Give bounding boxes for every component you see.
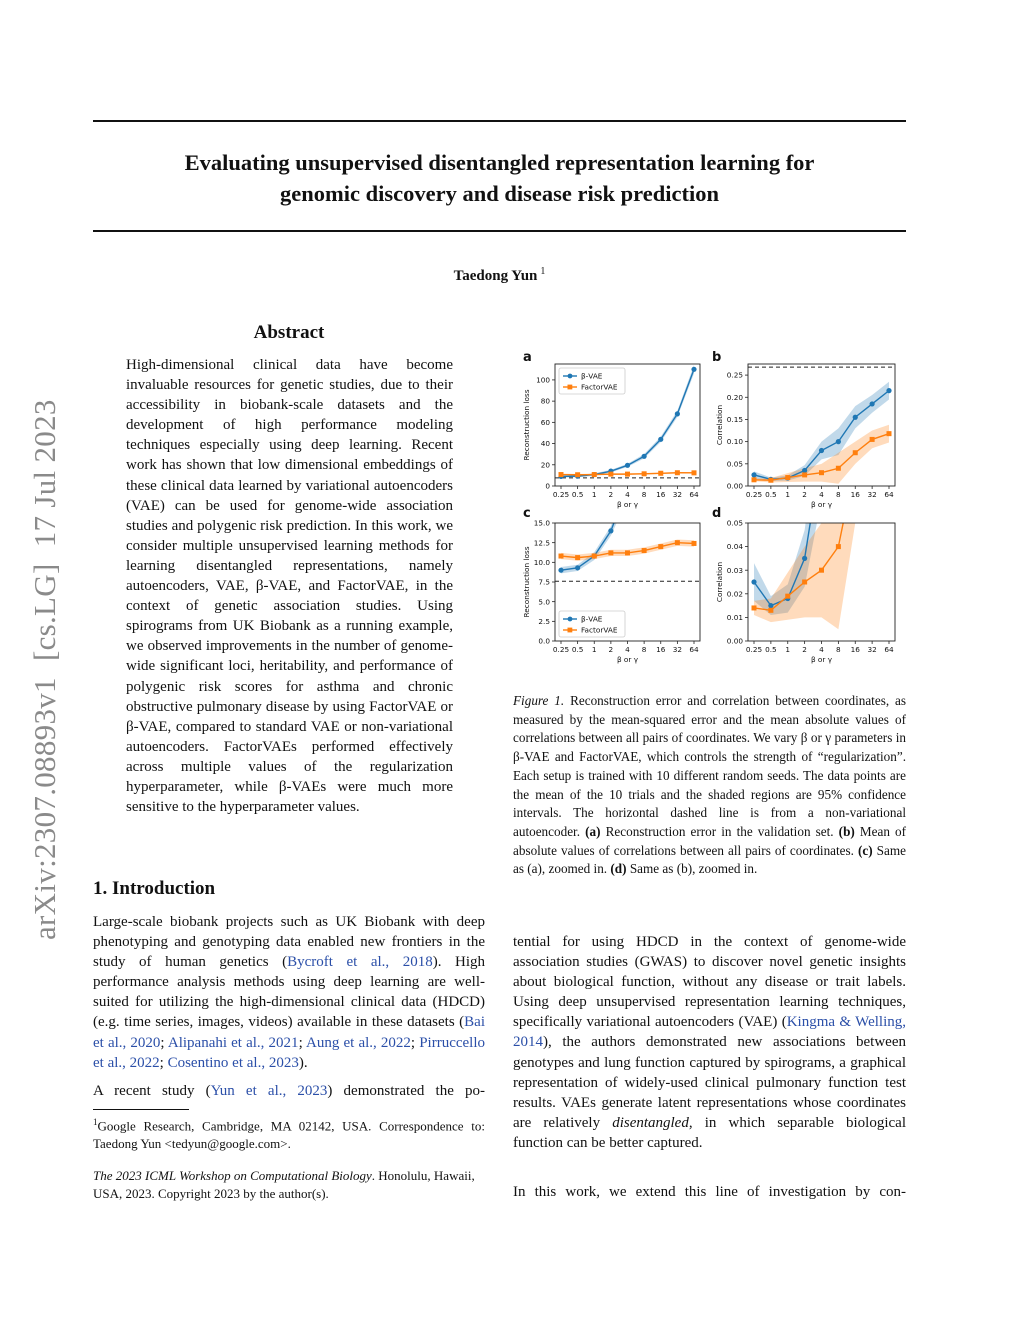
- abstract-heading: Abstract: [253, 322, 325, 343]
- data-point-beta-vae: [751, 472, 756, 477]
- title-bottom-rule: [93, 230, 906, 232]
- text-run: ;: [298, 1034, 307, 1051]
- citation-link[interactable]: Kingma & Welling, 2014: [513, 1014, 906, 1051]
- x-tick-label: 1: [591, 490, 597, 499]
- data-point-factor-vae: [592, 472, 597, 477]
- x-axis-label: β or γ: [810, 500, 833, 509]
- y-tick-label: 0.20: [726, 392, 743, 402]
- abstract-body: High-dimensional clinical data have become invaluable resources for genetic studies, due to their accessibility in biobank-scale datasets and the development of high performance modeling techniques especially using deep learning. Recent work has shown that low dimensional embeddings of these clinical data learned by variational autoencoders (VAE) can be used for genome-wide association studies and polygenic risk prediction. In this work, we consider multiple unsupervised learning methods for learning disentangled representations, namely autoencoders, VAE, β-VAE, and FactorVAE, in the context of genetic association studies. Using spirograms from UK Biobank as a running example, we observed improvements in the number of genome-wide significant loci, heritability, and performance of polygenic risk scores for asthma and chronic obstructive pulmonary disease by using FactorVAE or β-VAE, compared to standard VAE or non-variational autoencoders. FactorVAEs performed effectively across multiple values of the regularization hyperparameter, while β-VAEs were much more sensitive to the hyperparameter values.: [126, 357, 453, 816]
- data-point-factor-vae: [752, 605, 757, 610]
- y-tick-label: 0: [545, 481, 550, 491]
- data-point-factor-vae: [608, 550, 613, 555]
- data-point-factor-vae: [802, 472, 807, 477]
- y-tick-label: 10.0: [533, 557, 550, 567]
- data-point-factor-vae: [559, 472, 564, 477]
- citation-link[interactable]: Cosentino et al., 2023: [167, 1054, 299, 1071]
- caption-text: Reconstruction error in the validation set.: [600, 823, 839, 839]
- y-tick-label: 0.00: [726, 636, 743, 646]
- y-tick-label: 0.02: [726, 589, 743, 599]
- y-tick-label: 60: [540, 417, 550, 427]
- x-tick-label: 0.25: [552, 645, 570, 654]
- data-point-beta-vae: [642, 418, 647, 423]
- x-axis-label: β or γ: [810, 655, 833, 664]
- x-tick-label: 8: [641, 490, 647, 499]
- data-point-beta-vae: [819, 448, 824, 453]
- data-point-factor-vae: [658, 544, 663, 549]
- data-point-beta-vae: [625, 463, 630, 468]
- x-tick-label: 32: [672, 645, 683, 654]
- text-run: Large-scale biobank projects such as UK Biobank with deep phenotyping and genotyping data enabled new frontiers in the study of human genetics (: [93, 914, 485, 971]
- y-tick-label: 5.0: [538, 597, 550, 607]
- x-tick-label: 0.25: [745, 645, 763, 654]
- data-point-beta-vae: [836, 402, 841, 407]
- caption-d-label: (d): [610, 861, 627, 877]
- data-point-factor-vae: [692, 470, 697, 475]
- text-run: ). High performance analysis methods using deep learning are well-suited for utilizing the high-dimensional clinical data (HDCD) (e.g. time series, images, videos) available in these datasets (: [93, 954, 486, 1031]
- x-tick-label: 64: [689, 490, 699, 499]
- workshop-venue: The 2023 ICML Workshop on Computational Biology: [93, 1168, 372, 1183]
- data-point-factor-vae: [785, 594, 790, 599]
- citation-link[interactable]: Yun et al., 2023: [210, 1083, 328, 1099]
- data-point-beta-vae: [658, 437, 663, 442]
- data-point-factor-vae: [675, 470, 680, 475]
- figure-1: [513, 342, 906, 677]
- citation-link[interactable]: Alipanahi et al., 2021: [167, 1034, 299, 1051]
- footnote-rule: [93, 1109, 189, 1110]
- data-point-beta-vae: [575, 565, 580, 570]
- x-tick-label: 0.5: [571, 645, 584, 654]
- y-tick-label: 0.01: [726, 613, 743, 622]
- y-tick-label: 0.04: [726, 542, 743, 552]
- y-tick-label: 0.03: [726, 565, 743, 575]
- y-tick-label: 2.5: [538, 616, 550, 626]
- y-tick-label: 0.05: [726, 518, 743, 528]
- data-point-beta-vae: [886, 388, 891, 393]
- text-run: A recent study (: [93, 1083, 211, 1099]
- x-tick-label: 16: [656, 645, 666, 654]
- text-run: , in which separable biological function can be better captured.: [513, 1114, 906, 1151]
- panel-b: [712, 350, 895, 509]
- x-tick-label: 1: [785, 645, 791, 654]
- x-tick-label: 32: [867, 645, 877, 654]
- top-rule: [93, 120, 906, 122]
- x-tick-label: 0.25: [552, 490, 570, 499]
- x-tick-label: 2: [802, 645, 807, 654]
- data-point-beta-vae: [691, 367, 696, 372]
- legend-label: FactorVAE: [581, 625, 618, 635]
- figure-1-svg: [513, 342, 906, 677]
- data-point-factor-vae: [658, 471, 663, 476]
- data-point-beta-vae: [802, 468, 807, 473]
- y-tick-label: 0.05: [726, 459, 743, 469]
- x-tick-label: 64: [884, 645, 894, 654]
- right-column-paragraph-2: In this work, we extend this line of investigation by con-: [513, 1184, 906, 1200]
- data-point-factor-vae: [575, 555, 580, 560]
- citation-link[interactable]: Aung et al., 2022: [306, 1034, 411, 1051]
- legend-label: FactorVAE: [581, 382, 618, 392]
- intro-heading: 1. Introduction: [93, 878, 216, 899]
- x-tick-label: 2: [802, 490, 807, 499]
- data-point-factor-vae: [752, 477, 757, 482]
- x-tick-label: 16: [850, 645, 860, 654]
- x-tick-label: 0.5: [571, 490, 584, 499]
- x-tick-label: 8: [836, 645, 841, 654]
- caption-text: Same as (a), zoomed in.: [513, 842, 906, 877]
- emphasis-disentangled: disentangled: [612, 1114, 689, 1131]
- text-run: ;: [160, 1034, 168, 1051]
- data-point-beta-vae: [870, 401, 875, 406]
- y-tick-label: 100: [536, 375, 550, 385]
- data-point-beta-vae: [751, 579, 756, 584]
- footnote-text: Google Research, Cambridge, MA 02142, USA. Correspondence to: Taedong Yun <tedyun@google.com>.: [93, 1118, 485, 1151]
- x-tick-label: 4: [625, 490, 630, 499]
- y-tick-label: 80: [540, 396, 550, 406]
- text-run: ;: [159, 1054, 168, 1071]
- data-point-beta-vae: [675, 411, 680, 416]
- figure-caption: [513, 692, 906, 879]
- plot-area: [748, 367, 895, 484]
- author-affil-mark: 1: [540, 266, 546, 277]
- legend-marker: [568, 617, 573, 622]
- citation-link[interactable]: Bycroft et al., 2018: [287, 954, 433, 971]
- data-point-factor-vae: [819, 568, 824, 573]
- caption-a-label: (a): [585, 823, 601, 839]
- data-point-beta-vae: [642, 454, 647, 459]
- text-run: ) demonstrated the po-: [327, 1083, 485, 1099]
- data-point-beta-vae: [768, 603, 773, 608]
- y-axis-label: Reconstruction loss: [522, 389, 531, 461]
- data-point-beta-vae: [836, 439, 841, 444]
- citation-link[interactable]: Pirruccello et al., 2022: [93, 1034, 485, 1071]
- x-tick-label: 8: [641, 645, 647, 654]
- x-tick-label: 16: [656, 490, 666, 499]
- paper-title: [93, 147, 906, 209]
- x-tick-label: 64: [884, 490, 894, 499]
- data-point-beta-vae: [608, 528, 613, 533]
- x-tick-label: 2: [608, 490, 614, 499]
- y-tick-label: 0.00: [726, 481, 743, 491]
- workshop-rest: . Honolulu, Hawaii, USA, 2023. Copyright 2023 by the author(s).: [93, 1168, 475, 1201]
- y-axis-label: Correlation: [715, 404, 724, 446]
- x-tick-label: 1: [591, 645, 597, 654]
- legend-marker: [568, 374, 573, 379]
- x-tick-label: 0.25: [745, 490, 763, 499]
- x-tick-label: 0.5: [765, 490, 777, 499]
- x-tick-label: 64: [689, 645, 699, 654]
- data-point-factor-vae: [642, 548, 647, 553]
- intro-paragraph-1: [93, 912, 485, 1073]
- data-point-factor-vae: [887, 431, 892, 436]
- x-tick-label: 4: [819, 490, 824, 499]
- data-point-factor-vae: [692, 541, 697, 546]
- author-line: [93, 266, 906, 285]
- text-run: ;: [410, 1034, 420, 1051]
- workshop-notice: [93, 1167, 485, 1202]
- panel-d: [712, 342, 895, 664]
- caption-text: Mean of absolute values of correlations between all pairs of coordinates.: [513, 823, 906, 858]
- data-point-beta-vae: [802, 556, 807, 561]
- data-point-factor-vae: [592, 554, 597, 559]
- data-point-factor-vae: [819, 470, 824, 475]
- data-point-beta-vae: [853, 415, 858, 420]
- panel-label: d: [712, 506, 722, 521]
- y-tick-label: 0.10: [726, 437, 743, 447]
- data-point-factor-vae: [802, 580, 807, 585]
- x-tick-label: 4: [625, 645, 630, 654]
- panel-label: a: [523, 350, 532, 365]
- caption-text: Same as (b), zoomed in.: [626, 861, 758, 877]
- legend-marker: [568, 385, 573, 390]
- footnote: [93, 1114, 485, 1152]
- text-run: ).: [298, 1054, 308, 1071]
- y-tick-label: 12.5: [533, 538, 550, 548]
- x-axis-label: β or γ: [616, 655, 639, 664]
- author-name: Taedong Yun: [453, 268, 538, 284]
- data-point-factor-vae: [625, 550, 630, 555]
- data-point-factor-vae: [785, 475, 790, 480]
- y-tick-label: 0.0: [538, 636, 550, 646]
- data-point-factor-vae: [625, 472, 630, 477]
- y-axis-label: Correlation: [715, 561, 724, 603]
- data-point-factor-vae: [853, 450, 858, 455]
- y-tick-label: 0.25: [726, 370, 743, 380]
- legend-label: β-VAE: [581, 371, 603, 381]
- data-point-factor-vae: [836, 466, 841, 471]
- y-tick-label: 0.15: [726, 415, 743, 425]
- data-point-factor-vae: [642, 471, 647, 476]
- x-tick-label: 2: [608, 645, 614, 654]
- x-tick-label: 0.5: [765, 645, 777, 654]
- legend-label: β-VAE: [581, 614, 603, 624]
- data-point-beta-vae: [558, 568, 563, 573]
- y-axis-label: Reconstruction loss: [522, 546, 531, 618]
- caption-b-label: (b): [838, 823, 855, 839]
- x-tick-label: 32: [867, 490, 877, 499]
- title-line-1: Evaluating unsupervised disentangled representation learning for: [184, 150, 815, 175]
- text-run: ), the authors demonstrated new associations between genotypes and lung function captured by spirograms, a graphical representation of widely-used clinical pulmonary function test results. VAEs generate latent representations whose coordinates are relatively: [513, 1034, 906, 1131]
- arxiv-stamp: arXiv:2307.08893v1 [cs.LG] 17 Jul 2023: [27, 399, 62, 940]
- data-point-factor-vae: [870, 437, 875, 442]
- footnote-mark: 1: [93, 1117, 98, 1127]
- x-tick-label: 4: [819, 645, 824, 654]
- caption-label: Figure 1.: [513, 693, 565, 708]
- legend-marker: [568, 628, 573, 633]
- data-point-factor-vae: [768, 608, 773, 613]
- title-line-2: genomic discovery and disease risk prediction: [280, 181, 719, 206]
- data-point-factor-vae: [608, 472, 613, 477]
- y-tick-label: 15.0: [533, 518, 550, 528]
- data-point-factor-vae: [575, 472, 580, 477]
- data-point-factor-vae: [768, 478, 773, 483]
- data-point-factor-vae: [675, 540, 680, 545]
- x-tick-label: 8: [836, 490, 841, 499]
- panel-label: b: [712, 350, 722, 365]
- text-run: tential for using HDCD in the context of genome-wide association studies (GWAS) to discover novel genetic insights about biological function, without any disease or trait labels. Using deep unsupervised representation learning techniques, specifically variational autoencoders (VAE) (: [513, 934, 906, 1031]
- x-tick-label: 32: [672, 490, 683, 499]
- data-point-factor-vae: [836, 544, 841, 549]
- right-column-paragraph-1: [513, 932, 906, 1153]
- caption-text: Reconstruction error and correlation between coordinates, as measured by the mean-squared error and the mean absolute values of correlations between all pairs of coordinates. We vary β or γ parameters in β-VAE and FactorVAE, which controls the strength of “regularization”. Each setup is trained with 10 different random seeds. The data points are the mean of the 10 trials and the shaded regions are 95% confidence intervals. The horizontal dashed line is from a non-variational autoencoder.: [513, 693, 907, 839]
- intro-paragraph-2: [93, 1081, 485, 1101]
- y-tick-label: 40: [540, 439, 550, 449]
- x-axis-label: β or γ: [616, 500, 639, 509]
- y-tick-label: 20: [540, 460, 550, 470]
- data-point-factor-vae: [559, 554, 564, 559]
- x-tick-label: 1: [785, 490, 791, 499]
- citation-link[interactable]: Bai et al., 2020: [93, 1014, 485, 1051]
- y-tick-label: 7.5: [538, 577, 550, 587]
- panel-a: [522, 350, 700, 509]
- caption-c-label: (c): [858, 842, 873, 858]
- x-tick-label: 16: [850, 490, 860, 499]
- panel-label: c: [523, 506, 531, 521]
